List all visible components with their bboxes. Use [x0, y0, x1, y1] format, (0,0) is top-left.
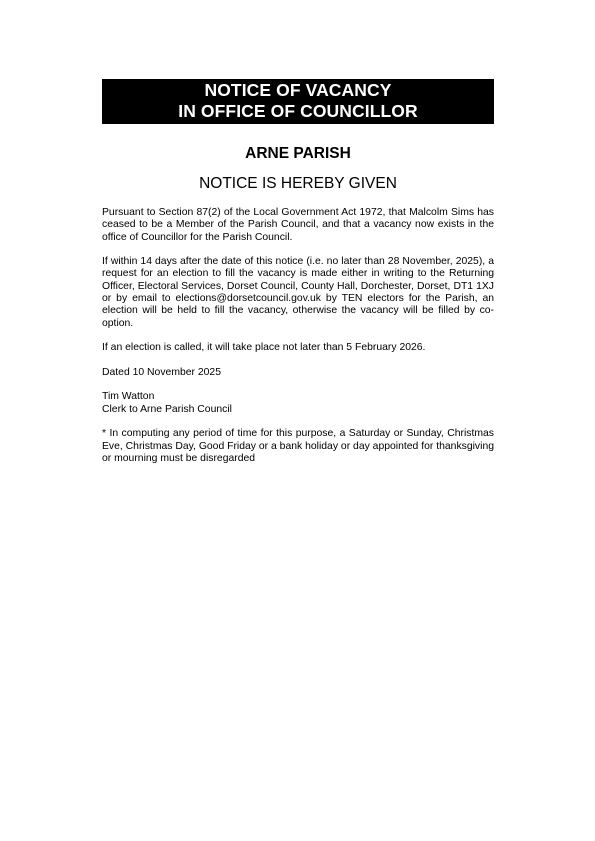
election-date-paragraph: If an election is called, it will take place not later than 5 February 2026. — [102, 342, 426, 354]
footnote-paragraph: * In computing any period of time for this purpose, a Saturday or Sunday, Christmas Eve, Christmas Day, Good Friday or a bank holiday or day appointed for thanksgiving or mourning must be disregarded — [102, 428, 494, 464]
signature-block — [102, 391, 494, 416]
parish-name: ARNE PARISH — [245, 145, 351, 162]
notice-title-banner — [102, 79, 494, 124]
signatory-name: Tim Watton — [102, 391, 155, 403]
vacancy-paragraph: Pursuant to Section 87(2) of the Local Government Act 1972, that Malcolm Sims has ceased to be a Member of the Parish Council, and that a vacancy now exists in the office of Councillor for the Parish Council. — [102, 207, 494, 243]
election-request-paragraph: If within 14 days after the date of this notice (i.e. no later than 28 November, 2025), a request for an election to fill the vacancy is made either in writing to the Returning Officer, Electoral Services, Dorset Council, County Hall, Dorchester, Dorset, DT1 1XJ or by email to elections@dorsetcouncil.gov.uk by TEN electors for the Parish, an election will be held to fill the vacancy, otherwise the vacancy will be filled by co-option. — [102, 256, 494, 329]
notice-body — [102, 207, 494, 478]
signatory-title: Clerk to Arne Parish Council — [102, 403, 232, 415]
notice-title-line-1: NOTICE OF VACANCY — [204, 80, 392, 100]
notice-title-line-2: IN OFFICE OF COUNCILLOR — [178, 101, 418, 121]
dated-line: Dated 10 November 2025 — [102, 366, 221, 378]
notice-given-heading: NOTICE IS HEREBY GIVEN — [199, 175, 397, 192]
